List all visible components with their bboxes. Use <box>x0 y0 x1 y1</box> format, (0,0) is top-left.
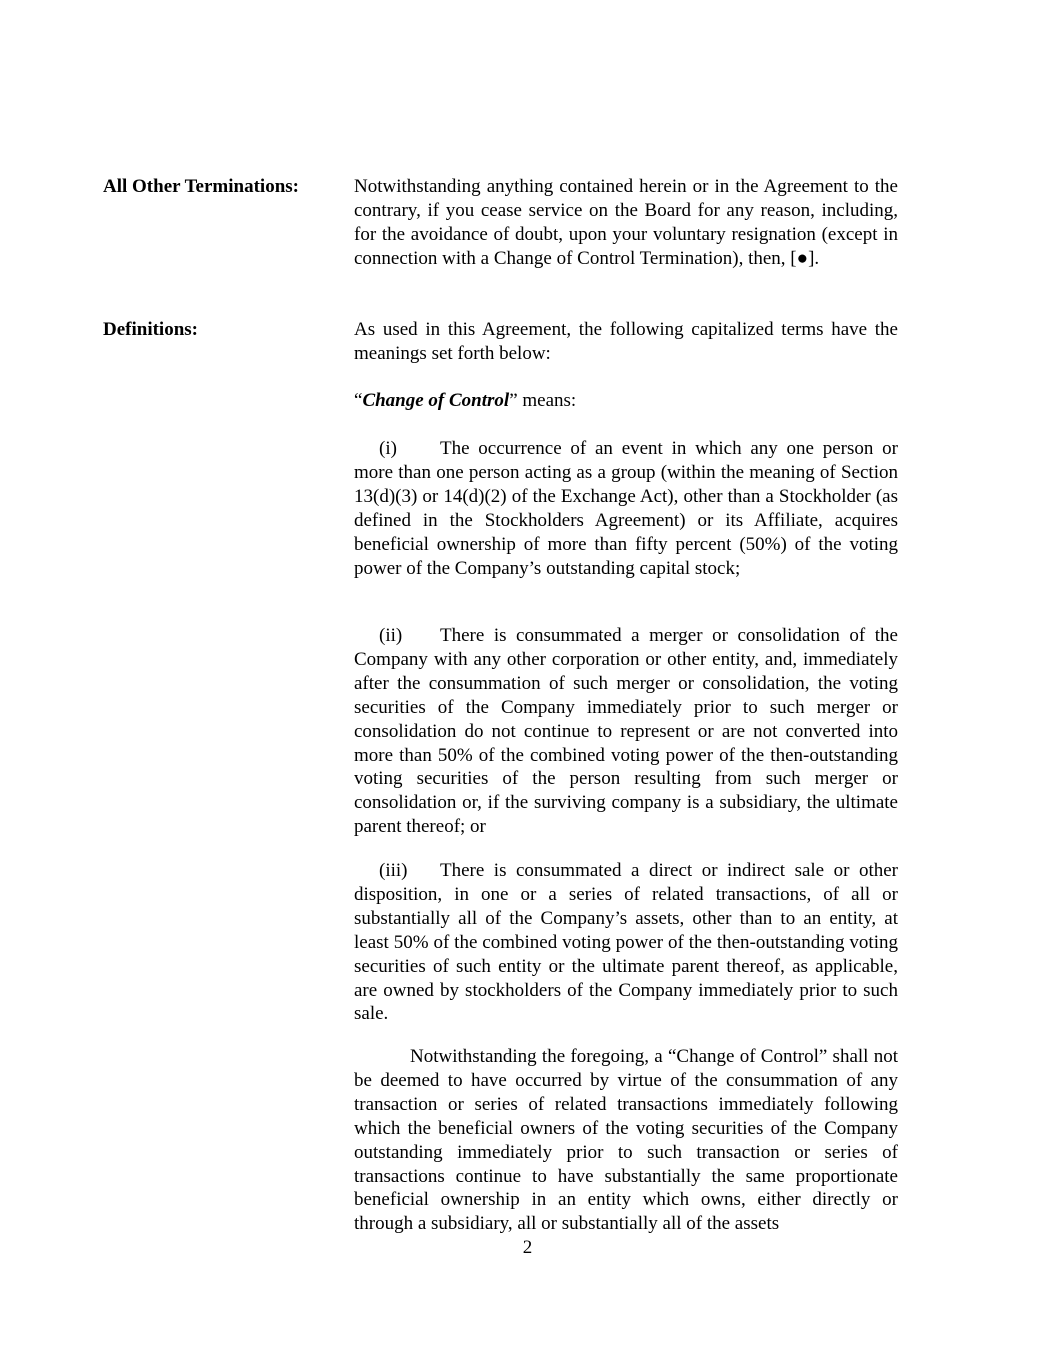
page-number: 2 <box>522 1237 533 1258</box>
item-number: (iii) <box>379 860 408 881</box>
defined-term: Change of Control <box>362 390 510 411</box>
item-text: There is consummated a merger or consolidation of the Company with any other corporation or other entity, and, immediately after the consummation of such merger or consolidation, the voting securities of the Company immediately prior to such merger or consolidation do not continue to represent or are not converted into more than 50% of the combined voting power of the then-outstanding voting securities of the person resulting from such merger or consolidation or, if the surviving company is a subsidiary, the ultimate parent thereof; or <box>354 625 898 838</box>
notwithstanding-text: Notwithstanding the foregoing, a “Change of Control” shall not be deemed to have occurred by virtue of the consummation of any transaction or series of related transactions immediately following which the beneficial owners of the voting securities of the Company outstanding immediately prior to such transaction or series of transactions continue to have substantially the same proportionate beneficial ownership in an entity which owns, either directly or through a subsidiary, all or substantially all of the assets <box>354 1046 898 1235</box>
definition-item-iii <box>354 859 898 1026</box>
other-terminations-section <box>354 175 898 271</box>
change-of-control-heading <box>354 389 898 413</box>
definitions-label: Definitions: <box>103 319 198 340</box>
notwithstanding-paragraph <box>354 1045 898 1236</box>
item-text: The occurrence of an event in which any one person or more than one person acting as a group (within the meaning of Section 13(d)(3) or 14(d)(2) of the Exchange Act), other than a Stockholder (as defined in the Stockholders Agreement) or its Affiliate, acquires beneficial ownership of more than fifty percent (50%) of the voting power of the Company’s outstanding capital stock; <box>354 438 898 579</box>
definitions-intro: As used in this Agreement, the following capitalized terms have the meanings set forth below: <box>354 319 898 364</box>
item-text: There is consummated a direct or indirect sale or other disposition, in one or a series of related transactions, of all or substantially all of the Company’s assets, other than to an entity, at least 50% of the combined voting power of the then-outstanding voting securities of such entity or the ultimate parent thereof, as applicable, are owned by stockholders of the Company immediately prior to such sale. <box>354 860 898 1025</box>
definition-item-i <box>354 437 898 580</box>
definition-item-ii <box>354 624 898 839</box>
item-number: (ii) <box>379 625 403 646</box>
term-close: ” means: <box>509 390 577 411</box>
definitions-section <box>354 318 898 366</box>
other-terminations-label: All Other Terminations: <box>103 176 299 197</box>
term-open-quote: “ <box>354 390 363 411</box>
item-number: (i) <box>379 438 397 459</box>
other-terminations-text: Notwithstanding anything contained herein or in the Agreement to the contrary, if you cease service on the Board for any reason, including, for the avoidance of doubt, upon your voluntary resignation (except in connection with a Change of Control Termination), then, [●]. <box>354 176 898 269</box>
